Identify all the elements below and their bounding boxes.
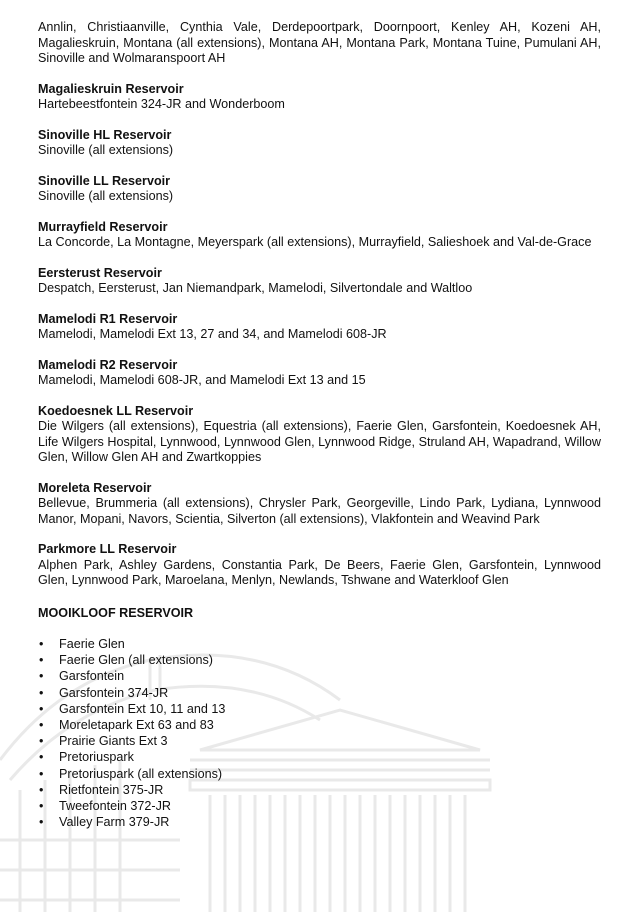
reservoir-section-koedoesnek-ll	[38, 404, 601, 466]
document-body	[38, 20, 601, 831]
bullet-icon: •	[39, 669, 44, 684]
list-item	[38, 734, 601, 750]
reservoir-section-sinoville-ll	[38, 174, 601, 205]
list-item	[38, 669, 601, 685]
list-item	[38, 783, 601, 799]
list-item-text: Prairie Giants Ext 3	[59, 734, 168, 749]
reservoir-areas: Alphen Park, Ashley Gardens, Constantia Park, De Beers, Faerie Glen, Garsfontein, Lynnwood Glen, Lynnwood Park, Maroelana, Menlyn, Newlands, Tshwane and Waterkloof Glen	[38, 557, 601, 587]
reservoir-section-murrayfield	[38, 220, 601, 251]
bullet-icon: •	[39, 734, 44, 749]
reservoir-title: Magalieskruin Reservoir	[38, 81, 184, 96]
reservoir-section-mamelodi-r2	[38, 358, 601, 389]
bullet-icon: •	[39, 750, 44, 765]
reservoir-title: Mamelodi R2 Reservoir	[38, 357, 178, 372]
list-item	[38, 815, 601, 831]
list-item-text: Pretoriuspark	[59, 750, 134, 765]
reservoir-section-moreleta	[38, 481, 601, 528]
reservoir-areas: Sinoville (all extensions)	[38, 143, 174, 157]
list-item	[38, 686, 601, 702]
bullet-icon: •	[39, 701, 44, 716]
reservoir-areas: Despatch, Eersterust, Jan Niemandpark, Mamelodi, Silvertondale and Waltloo	[38, 281, 473, 295]
reservoir-areas: Die Wilgers (all extensions), Equestria (all extensions), Faerie Glen, Garsfontein, Koedoesnek AH, Life Wilgers Hospital, Lynnwood, Lynnwood Glen, Lynnwood Ridge, Struland AH, Wapadrand, Willow Glen, Willow Glen AH and Zwartkoppies	[38, 419, 601, 464]
list-item	[38, 799, 601, 815]
list-item-text: Pretoriuspark (all extensions)	[59, 766, 223, 781]
reservoir-areas: Mamelodi, Mamelodi Ext 13, 27 and 34, and Mamelodi 608-JR	[38, 327, 387, 341]
bullet-icon: •	[39, 685, 44, 700]
list-item	[38, 637, 601, 653]
list-item-text: Faerie Glen (all extensions)	[59, 653, 213, 668]
reservoir-title: Sinoville LL Reservoir	[38, 173, 171, 188]
reservoir-section-magalieskruin	[38, 82, 601, 113]
list-item-text: Moreletapark Ext 63 and 83	[59, 717, 214, 732]
list-item-text: Garsfontein Ext 10, 11 and 13	[59, 701, 226, 716]
reservoir-areas: Bellevue, Brummeria (all extensions), Chrysler Park, Georgeville, Lindo Park, Lydiana, Lynnwood Manor, Mopani, Navors, Scientia, Silverton (all extensions), Vlakfontein and Weavind Park	[38, 496, 601, 526]
list-item-text: Faerie Glen	[59, 637, 125, 651]
reservoir-section-eersterust	[38, 266, 601, 297]
list-item-text: Rietfontein 375-JR	[59, 782, 164, 797]
bullet-icon: •	[39, 766, 44, 781]
reservoir-title: Murrayfield Reservoir	[38, 219, 168, 234]
reservoir-title: Koedoesnek LL Reservoir	[38, 403, 194, 418]
reservoir-title: Parkmore LL Reservoir	[38, 542, 177, 556]
list-item	[38, 653, 601, 669]
bullet-icon: •	[39, 815, 44, 830]
list-item-text: Garsfontein 374-JR	[59, 685, 169, 700]
list-item-text: Valley Farm 379-JR	[59, 815, 170, 830]
list-item	[38, 767, 601, 783]
list-item-text: Tweefontein 372-JR	[59, 798, 172, 813]
bullet-icon: •	[39, 782, 44, 797]
list-item	[38, 702, 601, 718]
reservoir-areas: Mamelodi, Mamelodi 608-JR, and Mamelodi Ext 13 and 15	[38, 373, 366, 387]
reservoir-title: Moreleta Reservoir	[38, 480, 152, 495]
reservoir-section-parkmore-ll	[38, 542, 601, 589]
list-item	[38, 718, 601, 734]
reservoir-title: Sinoville HL Reservoir	[38, 127, 172, 142]
reservoir-title: Mamelodi R1 Reservoir	[38, 311, 178, 326]
reservoir-areas: Hartebeestfontein 324-JR and Wonderboom	[38, 97, 285, 111]
bullet-icon: •	[39, 717, 44, 732]
mooikloof-reservoir-title: MOOIKLOOF RESERVOIR	[38, 605, 194, 620]
list-item-text: Garsfontein	[59, 669, 125, 684]
intro-areas-paragraph: Annlin, Christiaanville, Cynthia Vale, Derdepoortpark, Doornpoort, Kenley AH, Kozeni AH, Magalieskruin, Montana (all extensions), Montana AH, Montana Park, Montana Tuine, Pumulani AH, Sinoville and Wolmaranspoort AH	[38, 20, 601, 65]
bullet-icon: •	[39, 637, 44, 651]
mooikloof-areas-list	[38, 637, 601, 831]
bullet-icon: •	[39, 798, 44, 813]
reservoir-section-mamelodi-r1	[38, 312, 601, 343]
reservoir-title: Eersterust Reservoir	[38, 265, 162, 280]
list-item	[38, 750, 601, 766]
reservoir-areas: Sinoville (all extensions)	[38, 189, 174, 203]
bullet-icon: •	[39, 653, 44, 668]
reservoir-areas: La Concorde, La Montagne, Meyerspark (all extensions), Murrayfield, Salieshoek and Val-de-Grace	[38, 235, 592, 249]
reservoir-section-sinoville-hl	[38, 128, 601, 159]
